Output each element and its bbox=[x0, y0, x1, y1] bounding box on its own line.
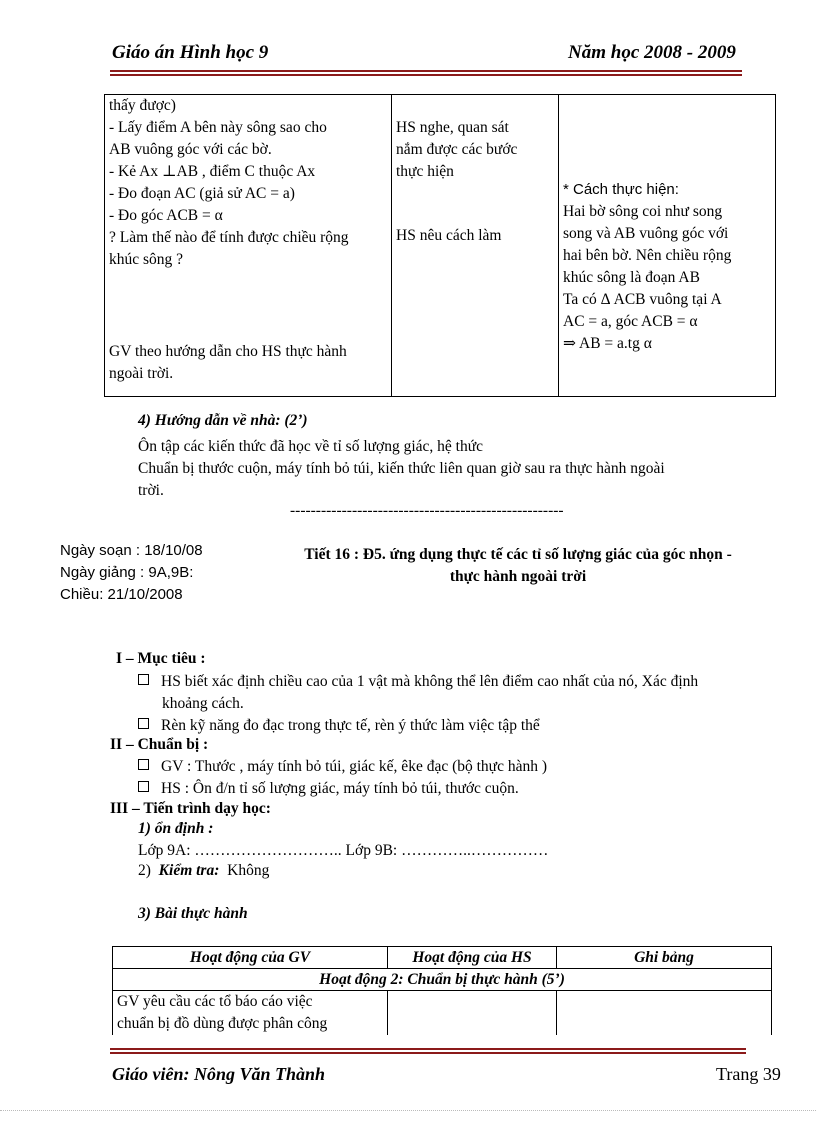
text-line: ⇒ AB = a.tg α bbox=[563, 335, 652, 352]
text-line: * Cách thực hiện: bbox=[563, 181, 679, 198]
text-line: song và AB vuông góc với bbox=[563, 225, 729, 242]
bullet-box-icon bbox=[138, 674, 149, 685]
homework-heading: 4) Hướng dẫn về nhà: (2’) bbox=[138, 412, 308, 429]
list-item: Rèn kỹ năng đo đạc trong thực tế, rèn ý thức làm việc tập thể bbox=[161, 717, 540, 734]
text-line: - Kẻ Ax ⊥AB , điểm C thuộc Ax bbox=[109, 163, 316, 180]
bullet-box-icon bbox=[138, 718, 149, 729]
dates bbox=[60, 540, 203, 606]
lop-line: Lớp 9A: ……………………….. Lớp 9B: …………..…………… bbox=[138, 842, 549, 859]
list-item-cont: khoảng cách. bbox=[162, 695, 244, 712]
kiem-tra-line bbox=[138, 862, 269, 880]
text-line: HS nghe, quan sát bbox=[396, 119, 509, 136]
header-right: Năm học 2008 - 2009 bbox=[568, 42, 736, 63]
list-item: GV : Thước , máy tính bỏ túi, giác kế, êke đạc (bộ thực hành ) bbox=[161, 758, 547, 775]
on-dinh: 1) ổn định : bbox=[138, 820, 214, 837]
date-line: Ngày giảng : 9A,9B: bbox=[60, 564, 194, 581]
text-line: thực hiện bbox=[396, 163, 454, 180]
page-edge bbox=[0, 1110, 816, 1111]
bai-thuc-hanh: 3) Bài thực hành bbox=[138, 905, 248, 922]
kiem-tra-value: Không bbox=[227, 862, 270, 879]
date-line: Ngày soạn : 18/10/08 bbox=[60, 542, 203, 559]
page-number: Trang 39 bbox=[716, 1064, 781, 1084]
section-chuan-bi: II – Chuẩn bị : bbox=[110, 736, 209, 753]
kiem-tra-number: 2) bbox=[138, 862, 151, 879]
muc-tieu-list bbox=[138, 671, 698, 737]
col-header-ghibang: Ghi bảng bbox=[557, 947, 772, 969]
footer-rule bbox=[110, 1048, 746, 1054]
lesson-title-line2: thực hành ngoài trời bbox=[449, 568, 587, 585]
lesson-title-line1: Tiết 16 : Đ5. ứng dụng thực tế các tỉ số lượng giác của góc nhọn - bbox=[304, 546, 732, 563]
text-line: AC = a, góc ACB = α bbox=[563, 313, 698, 330]
bullet-box-icon bbox=[138, 759, 149, 770]
header-rule bbox=[110, 70, 742, 76]
list-item: HS biết xác định chiều cao của 1 vật mà không thể lên điểm cao nhất của nó, Xác định bbox=[161, 673, 699, 690]
text-line: nắm được các bước bbox=[396, 141, 518, 158]
text-line: GV theo hướng dẫn cho HS thực hành bbox=[109, 343, 347, 360]
table-row-hs bbox=[388, 991, 557, 1036]
text-line: - Đo đoạn AC (giả sử AC = a) bbox=[109, 185, 295, 202]
table-row-ghibang bbox=[557, 991, 772, 1036]
text-line: Ta có Δ ACB vuông tại A bbox=[563, 291, 722, 308]
text-line: Hai bờ sông coi như song bbox=[563, 203, 723, 220]
separator: ----------------------------------------------------- bbox=[290, 502, 564, 519]
footer-left: Giáo viên: Nông Văn Thành bbox=[112, 1064, 326, 1084]
text-line: HS nêu cách làm bbox=[396, 227, 502, 244]
table-row-gv bbox=[113, 991, 388, 1036]
text-line: khúc sông ? bbox=[109, 251, 184, 268]
lesson-title bbox=[268, 544, 768, 588]
date-line: Chiều: 21/10/2008 bbox=[60, 586, 183, 603]
text-line: AB vuông góc với các bờ. bbox=[109, 141, 272, 158]
text-line: GV yêu cầu các tổ báo cáo việc bbox=[117, 993, 313, 1010]
bullet-box-icon bbox=[138, 781, 149, 792]
col-header-hs: Hoạt động của HS bbox=[388, 947, 557, 969]
text-line: trời. bbox=[138, 482, 164, 499]
text-line: khúc sông là đoạn AB bbox=[563, 269, 700, 286]
kiem-tra-label: Kiểm tra: bbox=[158, 862, 220, 879]
text-line: ngoài trời. bbox=[109, 365, 174, 382]
text-line: - Đo góc ACB = α bbox=[109, 207, 223, 224]
chuan-bi-list bbox=[138, 756, 547, 800]
text-line: Chuẩn bị thước cuộn, máy tính bỏ túi, kiến thức liên quan giờ sau ra thực hành ngoài bbox=[138, 460, 665, 477]
homework-body bbox=[138, 436, 665, 502]
text-line: chuẩn bị đồ dùng được phân công bbox=[117, 1015, 328, 1032]
top-col-ghibang bbox=[559, 95, 776, 397]
header-left: Giáo án Hình học 9 bbox=[112, 42, 269, 63]
activity-table bbox=[112, 946, 772, 1035]
section-tien-trinh: III – Tiến trình dạy học: bbox=[110, 800, 271, 817]
top-col-hs bbox=[392, 95, 559, 397]
top-col-gv bbox=[105, 95, 392, 397]
text-line: hai bên bờ. Nên chiều rộng bbox=[563, 247, 732, 264]
top-table bbox=[104, 94, 776, 397]
section-muc-tieu: I – Mục tiêu : bbox=[116, 650, 206, 667]
list-item: HS : Ôn đ/n tỉ số lượng giác, máy tính bỏ túi, thước cuộn. bbox=[161, 780, 519, 797]
activity-title: Hoạt động 2: Chuẩn bị thực hành (5’) bbox=[113, 969, 772, 991]
col-header-gv: Hoạt động của GV bbox=[113, 947, 388, 969]
text-line: - Lấy điểm A bên này sông sao cho bbox=[109, 119, 327, 136]
text-line: ? Làm thế nào để tính được chiều rộng bbox=[109, 229, 349, 246]
text-line: thấy được) bbox=[109, 97, 176, 114]
text-line: Ôn tập các kiến thức đã học về tỉ số lượng giác, hệ thức bbox=[138, 438, 484, 455]
